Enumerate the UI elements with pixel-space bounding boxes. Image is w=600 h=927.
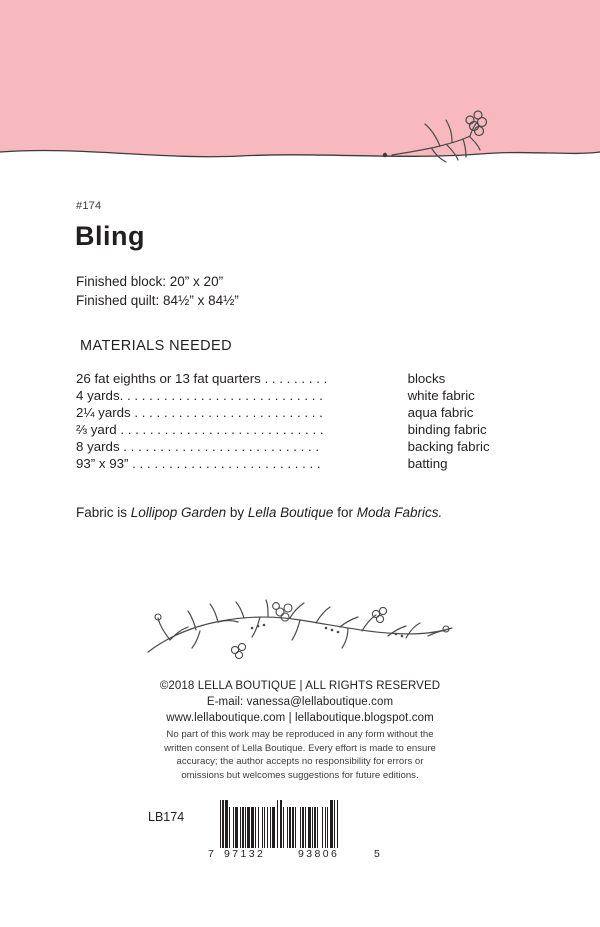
table-row [76,422,516,439]
material-amount: 93” x 93” . . . . . . . . . . . . . . . . . . . . . . . . . . [76,456,321,471]
email-line: E-mail: vanessa@lellaboutique.com [206,696,394,708]
table-row [76,439,516,456]
fabric-credit-prefix: Fabric is [76,505,131,520]
legal-line-1: No part of this work may be reproduced in any form without the [166,729,434,740]
materials-table [76,371,516,473]
website-line: www.lellaboutique.com | lellaboutique.blogspot.com [166,712,434,724]
sku-label: LB174 [148,810,185,824]
header-edge-and-sprig [0,0,600,168]
footer-contact [0,678,600,726]
table-row [76,456,516,473]
legal-line-4: omissions but welcomes suggestions for future editions. [181,769,419,781]
page-title: Bling [75,221,145,251]
fabric-manufacturer-name: Moda Fabrics. [356,505,443,520]
material-use: binding fabric [407,422,487,437]
finished-measurements [76,272,239,310]
header-band [0,0,600,168]
finished-quilt-line: Finished quilt: 84½” x 84½” [76,293,239,308]
legal-line-2: written consent of Lella Boutique. Every effort is made to ensure [164,742,436,754]
fabric-credit-middle: by [226,505,248,520]
fabric-credit-middle2: for [333,505,357,520]
barcode-digit-group-1: 97132 [224,848,266,860]
material-amount: 2¼ yards . . . . . . . . . . . . . . . . . . . . . . . . . . [76,405,323,420]
material-use: blocks [407,371,446,386]
material-amount: 4 yards. . . . . . . . . . . . . . . . . . . . . . . . . . . . [76,388,323,403]
materials-heading: MATERIALS NEEDED [80,338,232,354]
material-amount: 8 yards . . . . . . . . . . . . . . . . . . . . . . . . . . . [76,439,320,454]
fabric-collection-name: Lollipop Garden [130,505,227,520]
footer-legal-notice [0,728,600,782]
table-row [76,388,516,405]
legal-line-3: accuracy; the author accepts no responsibility for errors or [176,756,424,767]
material-use: white fabric [407,388,475,403]
barcode-digit-right: 5 [374,848,381,860]
pattern-number: #174 [76,200,102,212]
fabric-credit [76,505,442,520]
barcode-digit-left: 7 [208,848,215,860]
material-amount: ⅔ yard . . . . . . . . . . . . . . . . . . . . . . . . . . . . [76,422,324,437]
table-row [76,405,516,422]
material-amount: 26 fat eighths or 13 fat quarters . . . . . . . . . [76,371,328,386]
floral-vine-icon [140,598,460,678]
copyright-line: ©2018 LELLA BOUTIQUE | ALL RIGHTS RESERVED [159,680,441,692]
material-use: aqua fabric [407,405,474,420]
fabric-designer-name: Lella Boutique [247,505,334,520]
barcode-block [148,800,468,870]
table-row [76,371,516,388]
finished-block-line: Finished block: 20” x 20” [76,274,224,289]
material-use: batting [407,456,448,471]
barcode-icon [220,800,390,848]
barcode-digit-group-2: 93806 [298,848,340,860]
material-use: backing fabric [407,439,490,454]
